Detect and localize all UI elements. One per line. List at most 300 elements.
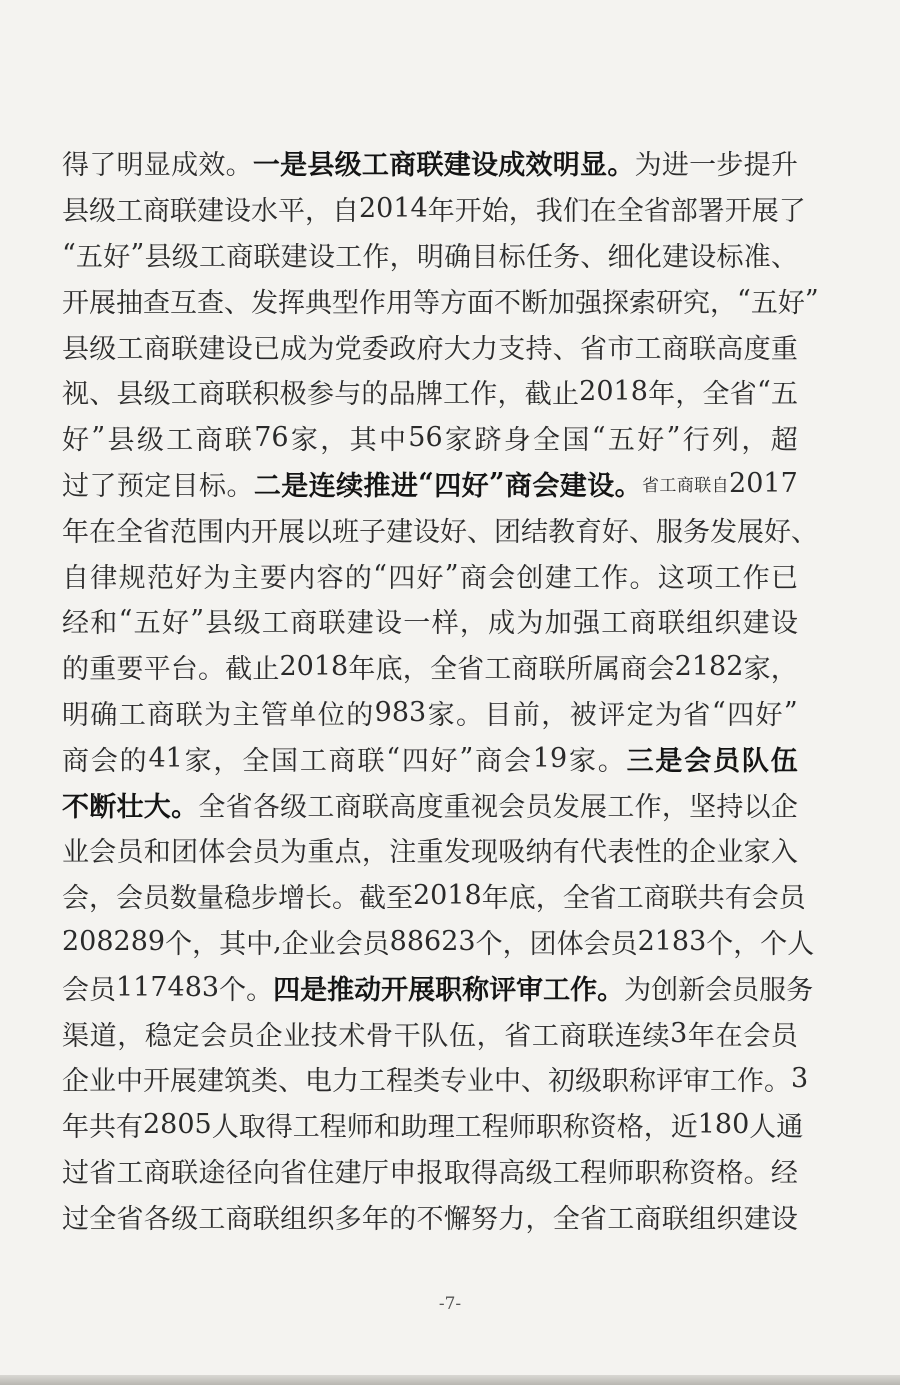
body-text-run: 省 [683,699,711,731]
body-text-run: 术 [338,1020,366,1052]
body-text-run: 发 [443,837,471,869]
body-text-run: 强 [572,608,600,640]
body-text-run: “ [756,376,771,408]
body-text-run: 平 [143,654,171,686]
body-text-run: 工 [116,333,144,365]
body-text-run: 有 [724,883,752,915]
body-text-run: 县 [62,196,89,228]
body-text-run: 的 [346,699,374,731]
body-text-run: 会 [743,1020,771,1052]
text-line [62,1193,798,1239]
body-text-run: 结 [521,516,548,548]
body-text-run: 专 [440,1066,467,1098]
body-text-run: 县 [205,608,233,640]
body-text-run: 范 [146,562,174,594]
body-text-run: 称 [661,1157,689,1189]
body-text-run: 和 [90,608,118,640]
bold-text: 县 [307,150,335,182]
body-text-run: 不 [494,287,521,319]
body-text-run: 努 [470,1203,498,1235]
body-text-run: 商 [328,745,356,777]
body-text-run: 级 [89,196,116,228]
body-text-run: 会 [751,883,779,915]
body-text-run: 师 [607,1157,635,1189]
body-text-run: 员 [227,1020,255,1052]
body-text-run: 好 [764,516,791,548]
body-text-run: 工 [335,241,363,273]
body-text-run: 联 [670,883,698,915]
body-text-run: 和 [143,837,171,869]
body-text-run: 重 [770,333,798,365]
body-text-run: 员 [610,928,638,960]
body-text-run: 商 [676,475,694,496]
body-text-run: 挥 [278,287,305,319]
bold-text: 商 [389,150,417,182]
body-text-run: 过 [62,1157,89,1189]
body-text-run: 3 [791,1063,809,1095]
body-text-run: 。 [246,974,274,1006]
body-text-run: “ [737,284,751,316]
body-text-run: 展 [580,791,608,823]
body-text-run: 好 [602,516,629,548]
body-text-run: 会 [498,791,526,823]
body-text-run: 设 [375,608,402,640]
body-text-run: 过 [62,470,89,502]
body-text-run: 联 [224,425,252,457]
body-text-run: 省 [729,379,757,411]
body-text-run: 省 [280,1157,308,1189]
body-text-run: 始 [481,196,509,228]
body-text-run: 商 [511,654,539,686]
body-text-run: 员 [116,837,144,869]
body-text-run: 会 [488,562,516,594]
body-text-run: 全 [552,1203,580,1235]
body-text-run: 家 [445,425,472,457]
body-text-run: 内 [288,562,316,594]
body-text-run: 织 [307,1203,335,1235]
body-text-run: 前 [512,699,540,731]
body-text-run: 索 [629,287,656,319]
body-text-run: 组 [686,608,714,640]
body-text-run: 型 [332,287,359,319]
body-text-run: 为 [516,608,544,640]
body-text-run: 有 [552,837,580,869]
body-text-run: 径 [225,1157,253,1189]
body-text-run: 高 [498,1157,526,1189]
body-text-run: 标 [716,241,744,273]
body-text-run: 底 [508,883,536,915]
body-text-run: 会 [89,837,117,869]
bold-text: 展 [408,974,436,1006]
body-text-run: 格 [616,1112,644,1144]
body-text-run: 容 [316,562,344,594]
body-text-run: 省 [580,1203,608,1235]
body-text-run: 截 [524,379,552,411]
body-text-run: 工 [118,699,146,731]
body-text-run: 得 [62,150,89,182]
body-text-run: 为 [280,837,308,869]
body-text-run: 商 [459,562,487,594]
body-text-run: 资 [589,1112,617,1144]
text-line [62,552,798,598]
body-text-run: 设 [770,608,798,640]
body-text-run: 联 [538,654,566,686]
body-text-run: 省 [143,516,170,548]
body-text-run: 探 [602,287,629,319]
body-text-run: 程 [481,1112,509,1144]
body-text-run: 抽 [116,287,143,319]
text-line [62,140,798,186]
body-text-run: 3 [670,1017,688,1049]
body-text-run: 开 [251,516,278,548]
body-text-run: 内 [224,516,251,548]
body-text-run: 发 [710,516,737,548]
body-text-run: 为 [203,562,231,594]
text-line [62,781,798,827]
bold-text: 显 [580,150,608,182]
body-text-run: 的 [344,562,372,594]
body-text-run: 、 [89,379,117,411]
body-text-run: 省 [457,654,485,686]
body-text-run: 织 [714,608,742,640]
body-text-run: 筑 [224,1066,251,1098]
body-text-run: 五 [76,241,104,273]
body-text-run: 显 [143,150,171,182]
body-text-run: 各 [252,791,280,823]
body-text-run: 年 [348,654,376,686]
body-text-run: 2183 [637,925,707,957]
body-text-run: 五 [607,425,635,457]
body-text-run: 作 [470,379,498,411]
body-text-run: 主 [231,562,259,594]
body-text-run: 增 [278,883,305,915]
body-text-run: 标 [498,241,526,273]
body-text-run: 工 [531,1020,559,1052]
body-text-run: 长 [305,883,332,915]
body-text-run: 评 [598,699,626,731]
bold-text: 级 [334,150,362,182]
body-text-run: 好 [416,562,444,594]
body-text-run: 个 [475,928,503,960]
body-text-run: 会 [200,1020,228,1052]
body-text-run: 117483 [116,971,220,1003]
body-text-run: 工 [199,241,227,273]
body-text-run: 商 [620,654,648,686]
body-text-run: 商 [629,608,657,640]
body-text-run: 样 [431,608,459,640]
body-text-run: 会 [62,883,89,915]
body-text-run: 41 [148,742,183,774]
body-text-run: 职 [634,1157,662,1189]
body-text-run: 视 [470,791,498,823]
body-text-run: 准 [743,241,771,273]
body-text-run: 育 [575,516,602,548]
body-text-run: 途 [198,1157,226,1189]
body-text-run: 止 [551,379,579,411]
text-line [62,735,798,781]
body-text-run: ” [804,284,819,316]
body-text-run: 级 [233,608,261,640]
body-text-run: 工 [198,1203,226,1235]
body-text-run: 省 [643,196,671,228]
body-text-run: ， [710,287,737,319]
body-text-run: 加 [544,608,572,640]
body-text-run: 。 [629,562,657,594]
body-text-run: 个 [706,928,734,960]
body-text-run: 中 [494,1066,521,1098]
text-line [62,1056,809,1102]
body-text-run: ， [476,1020,504,1052]
body-text-run: 厅 [361,1157,389,1189]
body-text-run: 其 [219,928,247,960]
body-text-run: 创 [516,562,544,594]
body-text-run: ” [91,422,106,454]
bold-text: 二 [253,470,281,502]
bold-text: 评 [489,974,517,1006]
bold-text: 推 [327,974,355,1006]
body-text-run: 业 [308,928,336,960]
body-text-run: , [273,925,282,957]
body-text-run: 称 [629,1066,656,1098]
body-text-run: 不 [416,1203,444,1235]
body-text-run: 步 [251,883,278,915]
body-text-run: 确 [444,241,472,273]
body-text-run: 会 [225,837,253,869]
body-text-run: 程 [386,1066,413,1098]
body-text-run: ， [192,928,220,960]
body-text-run: 组 [280,1203,308,1235]
body-text-run: 76 [254,422,289,454]
body-text-run: 评 [656,1066,683,1098]
body-text-run: 年 [687,1020,715,1052]
body-text-run: 取 [238,1112,266,1144]
body-text-run: 全 [562,883,590,915]
text-line [62,186,806,232]
body-text-run: 县 [107,425,135,457]
body-text-run: 成 [280,333,308,365]
body-text-run: 行 [682,425,710,457]
body-text-run: 商 [143,333,171,365]
body-text-run: 务 [786,974,814,1006]
body-text-run: 全 [242,745,270,777]
body-text-run: 家 [290,425,318,457]
body-text-run: 伍 [448,1020,476,1052]
body-text-run: ， [508,196,536,228]
bold-text: 工 [543,974,571,1006]
body-text-run: 作 [362,241,390,273]
bold-text: 动 [354,974,382,1006]
body-text-run: “ [118,605,133,637]
bold-text: 连 [308,470,336,502]
body-text-run: 持 [525,333,553,365]
body-text-run: 个 [760,928,788,960]
body-text-run: 商 [198,379,226,411]
body-text-run: 任 [525,241,553,273]
text-line [62,1102,804,1148]
bold-text: 三 [626,745,654,777]
body-text-run: 联 [225,379,253,411]
body-text-run: 申 [389,1157,417,1189]
body-text-run: 、 [224,287,251,319]
body-text-run: 水 [251,196,278,228]
body-text-run: 量 [197,883,224,915]
body-text-run: ， [733,928,761,960]
body-text-run: 商 [195,425,223,457]
body-text-run: 好 [637,425,665,457]
body-text-run: 会 [647,654,675,686]
body-text-run: 会 [116,883,143,915]
body-text-run: 。 [764,1066,791,1098]
body-text-run: 团 [529,928,557,960]
body-text-run: 设 [307,241,335,273]
body-text-run: 全 [533,425,561,457]
text-line [62,1010,798,1056]
body-text-run: 联 [694,475,712,496]
body-text-run: 工 [607,1203,635,1235]
body-text-run: 国 [562,425,590,457]
body-text-run: 联 [171,1157,199,1189]
body-text-run: 队 [421,1020,449,1052]
body-text-run: 为 [204,699,232,731]
body-text-run: 标 [199,470,227,502]
body-text-run: 建 [662,241,690,273]
body-text-run: 部 [670,196,698,228]
body-text-run: 表 [607,837,635,869]
body-text-run: 委 [361,333,389,365]
body-text-run: 商 [225,1203,253,1235]
body-text-run: 共 [697,883,725,915]
body-text-run: 支 [498,333,526,365]
text-line [62,690,798,736]
body-text-run: 建 [386,516,413,548]
body-text-run: 列 [712,425,740,457]
body-text-run: 力 [470,333,498,365]
body-text-run: 全 [616,196,644,228]
body-text-run: 983 [374,696,427,728]
body-text-run: 企 [62,1066,89,1098]
body-text-run: 省 [580,333,608,365]
body-text-run: ” [783,696,798,728]
body-text-run: ” [444,559,459,591]
body-text-run: 有 [116,1112,143,1144]
body-text-run: 平 [278,196,305,228]
body-text-run: 典 [305,287,332,319]
body-text-run: 。 [743,1157,771,1189]
body-text-run: 家 [568,745,596,777]
bold-text: “ [418,467,434,499]
body-text-run: 道 [89,1020,117,1052]
body-text-run: 点 [334,837,362,869]
body-text-run: 类 [413,1066,440,1098]
body-text-run: 员 [732,974,760,1006]
body-text-run: 、 [629,516,656,548]
body-text-run: 工 [116,196,143,228]
body-text-run: 重 [416,837,444,869]
body-text-run: 企 [255,1020,283,1052]
body-text-run: 服 [656,516,683,548]
body-text-run: 子 [359,516,386,548]
page-number: -7- [438,1294,462,1314]
text-line [62,598,798,644]
body-text-run: 要 [259,562,287,594]
bold-text: 明 [552,150,580,182]
bold-text: 。 [607,150,635,182]
body-text-run: 好 [62,425,89,457]
body-text-run: ， [402,654,430,686]
text-line [62,277,819,323]
body-text-run: “ [62,238,76,270]
body-text-run: ” [130,238,145,270]
body-text-run: 一 [689,150,717,182]
bold-text: 审 [516,974,544,1006]
body-text-run: 积 [252,379,280,411]
body-text-run: 中 [246,928,274,960]
body-text-run: 效 [198,150,226,182]
body-text-run: 和 [373,1112,401,1144]
body-text-run: 骨 [366,1020,394,1052]
body-text-run: 提 [743,150,771,182]
body-text-run: 家 [184,745,212,777]
bold-text: 壮 [116,791,144,823]
body-text-run: 全 [89,1203,117,1235]
body-text-run: 商 [634,1203,662,1235]
body-text-run: 经 [62,608,89,640]
body-text-run: 高 [716,333,744,365]
body-text-run: 视 [62,379,89,411]
body-text-run: 们 [562,196,590,228]
body-text-run: 员 [770,1020,798,1052]
body-text-run: 、 [552,333,580,365]
body-text-run: 工 [710,1066,737,1098]
body-text-run: 作 [359,287,386,319]
body-text-run: 查 [143,287,170,319]
body-text-run: 国 [271,745,299,777]
body-text-run: 人 [749,1112,777,1144]
body-text-run: 企 [281,928,309,960]
body-text-run: 会 [503,745,531,777]
scan-bottom-edge [0,1375,900,1385]
body-text-run: 取 [443,1157,471,1189]
body-text-run: 设 [225,333,253,365]
body-text-run: 建 [280,241,308,273]
bold-text: ” [489,467,505,499]
body-text-run: 成 [488,608,516,640]
body-text-run: 务 [683,516,710,548]
body-text-run: 入 [770,837,798,869]
body-text-run: 建 [197,1066,224,1098]
bold-text: 不 [62,791,89,823]
body-text-run: 业 [89,1066,116,1098]
body-text-run: 职 [602,1066,629,1098]
body-text-run: 报 [416,1157,444,1189]
body-text-run: 了 [89,150,117,182]
bold-text: 是 [280,150,308,182]
body-text-run: 联 [318,608,346,640]
bold-text: 联 [416,150,444,182]
text-line [62,919,815,965]
body-text-run: 主 [232,699,260,731]
body-text-run: 商 [334,791,362,823]
body-text-run: 已 [252,333,280,365]
body-text-run: 究 [683,287,710,319]
body-text-run: 跻 [474,425,502,457]
body-text-run: 工 [634,333,662,365]
body-text-run: 所 [565,654,593,686]
body-text-run: 商 [290,608,318,640]
body-text-run: 人 [787,928,815,960]
body-text-run: 工 [116,1157,144,1189]
body-text-run: 度 [416,791,444,823]
